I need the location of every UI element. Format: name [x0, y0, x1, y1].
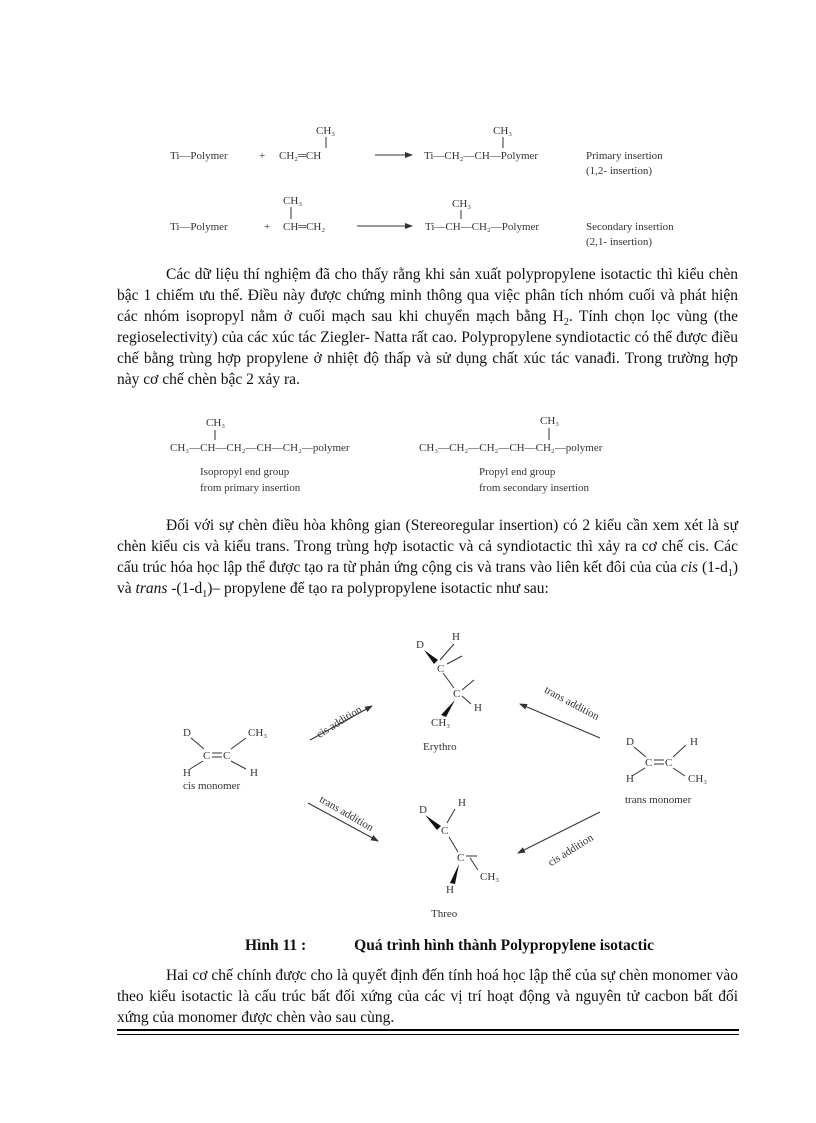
svg-text:C: C [457, 852, 465, 864]
chain-substituent: CH₃ [540, 415, 560, 427]
svg-text:D: D [419, 804, 427, 816]
threo-label: Threo [431, 908, 458, 920]
insertion-note: (2,1- insertion) [586, 236, 652, 248]
svg-text:C: C [223, 750, 231, 762]
chain-substituent: CH₃ [206, 417, 226, 429]
insertion-label: Secondary insertion [586, 221, 674, 233]
label-line1: Isopropyl end group [200, 466, 290, 478]
plus-sign: + [264, 221, 271, 233]
cis-addition-label-bottom: cis addition [545, 831, 596, 869]
svg-text:D: D [183, 727, 191, 739]
product-substituent: CH₃ [452, 198, 472, 210]
label-line1: Propyl end group [479, 466, 556, 478]
threo-structure [419, 797, 499, 920]
svg-text:H: H [250, 767, 258, 779]
footer-rule-thin [117, 1034, 739, 1035]
svg-text:H: H [446, 884, 454, 896]
secondary-insertion-reaction [170, 195, 674, 248]
svg-text:H: H [183, 767, 191, 779]
svg-text:H: H [474, 702, 482, 714]
svg-text:H: H [690, 736, 698, 748]
plus-sign: + [259, 150, 266, 162]
caption-title: Quá trình hình thành Polypropylene isotactic [354, 937, 655, 954]
svg-text:CH₃: CH₃ [431, 717, 451, 729]
monomer-substituent: CH₃ [316, 125, 336, 137]
trans-monomer-structure [625, 736, 707, 806]
svg-text:C: C [453, 688, 461, 700]
cis-monomer-label: cis monomer [183, 780, 241, 792]
label-line2: from primary insertion [200, 482, 301, 494]
paragraph-1: Các dữ liệu thí nghiệm đã cho thấy rằng khi sản xuất polypropylene isotactic thì kiểu chèn bậc 1 chiếm ưu thế. Điều này được chứng minh thông qua việc phân tích nhóm cuối và phát hiện các nhóm isopropyl nằm ở cuối mạch sau khi chuyển mạch bằng $H_2$. Tính chọn lọc vùng (the regioselectivity) của các xúc tác Ziegler- Natta rất cao. Polypropylene syndiotactic có thể được điều chế bằng trùng hợp propylene ở nhiệt độ thấp và sử dụng chất xúc tác vanađi. Trong trường hợp này cơ chế chèn bậc 2 xảy ra. [117, 266, 738, 388]
figure-caption [245, 937, 654, 955]
erythro-label: Erythro [423, 741, 457, 753]
svg-text:C: C [645, 757, 653, 769]
svg-text:CH₃: CH₃ [248, 727, 268, 739]
isopropyl-end-group [170, 417, 350, 494]
paragraph-3: Hai cơ chế chính được cho là quyết định đến tính hoá học lập thể của sự chèn monomer vào theo kiểu isotactic là cấu trúc bất đối xứng của các vị trí hoạt động và nguyên tử cacbon bất đối xứng của monomer được chèn vào sau cùng. [117, 967, 738, 1026]
product-text: Ti—CH₂—CH—Polymer [424, 150, 539, 162]
trans-addition-label-top: trans addition [542, 684, 602, 723]
svg-text:C: C [665, 757, 673, 769]
svg-text:CH₃: CH₃ [480, 871, 500, 883]
primary-insertion-reaction [170, 125, 663, 177]
trans-monomer-label: trans monomer [625, 794, 692, 806]
cis-addition-label-top: cis addition [314, 703, 365, 741]
svg-text:H: H [626, 773, 634, 785]
svg-text:C: C [437, 663, 445, 675]
insertion-note: (1,2- insertion) [586, 165, 652, 177]
stereo-scheme [183, 631, 707, 920]
monomer-text: CH═CH₂ [283, 221, 326, 233]
svg-text:CH₃: CH₃ [688, 773, 708, 785]
product-substituent: CH₃ [493, 125, 513, 137]
reactant-text: Ti—Polymer [170, 221, 228, 233]
erythro-structure [416, 631, 482, 753]
monomer-text: CH₂═CH [279, 150, 322, 162]
svg-text:D: D [626, 736, 634, 748]
reactant-text: Ti—Polymer [170, 150, 228, 162]
footer-rule-thick [117, 1029, 739, 1031]
svg-text:C: C [441, 825, 449, 837]
paragraph-2: Đối với sự chèn điều hòa không gian (Stereoregular insertion) có 2 kiểu cần xem xét là sự chèn kiểu cis và kiểu trans. Trong trùng hợp isotactic và cả syndiotactic thì xảy ra cơ chế cis. Các cấu trúc hóa học lập thể được tạo ra từ phản ứng cộng cis và trans vào liên kết đôi của của cis $(1-d_1)$ và trans $-(1-d_1)-$ propylene để tạo ra polypropylene isotactic như sau: [117, 517, 739, 601]
svg-text:D: D [416, 639, 424, 651]
cis-monomer-structure [183, 727, 267, 792]
svg-text:C: C [203, 750, 211, 762]
propyl-end-group [419, 415, 603, 494]
insertion-label: Primary insertion [586, 150, 663, 162]
label-line2: from secondary insertion [479, 482, 589, 494]
caption-number: Hình 11 : [245, 937, 307, 954]
monomer-substituent: CH₃ [283, 195, 303, 207]
trans-addition-label-bottom: trans addition [317, 793, 376, 834]
svg-text:H: H [458, 797, 466, 809]
chain-text: CH₃—CH—CH₂—CH—CH₂—polymer [170, 442, 350, 454]
chain-text: CH₃—CH₂—CH₂—CH—CH₂—polymer [419, 442, 603, 454]
product-text: Ti—CH—CH₂—Polymer [425, 221, 540, 233]
svg-text:H: H [452, 631, 460, 643]
